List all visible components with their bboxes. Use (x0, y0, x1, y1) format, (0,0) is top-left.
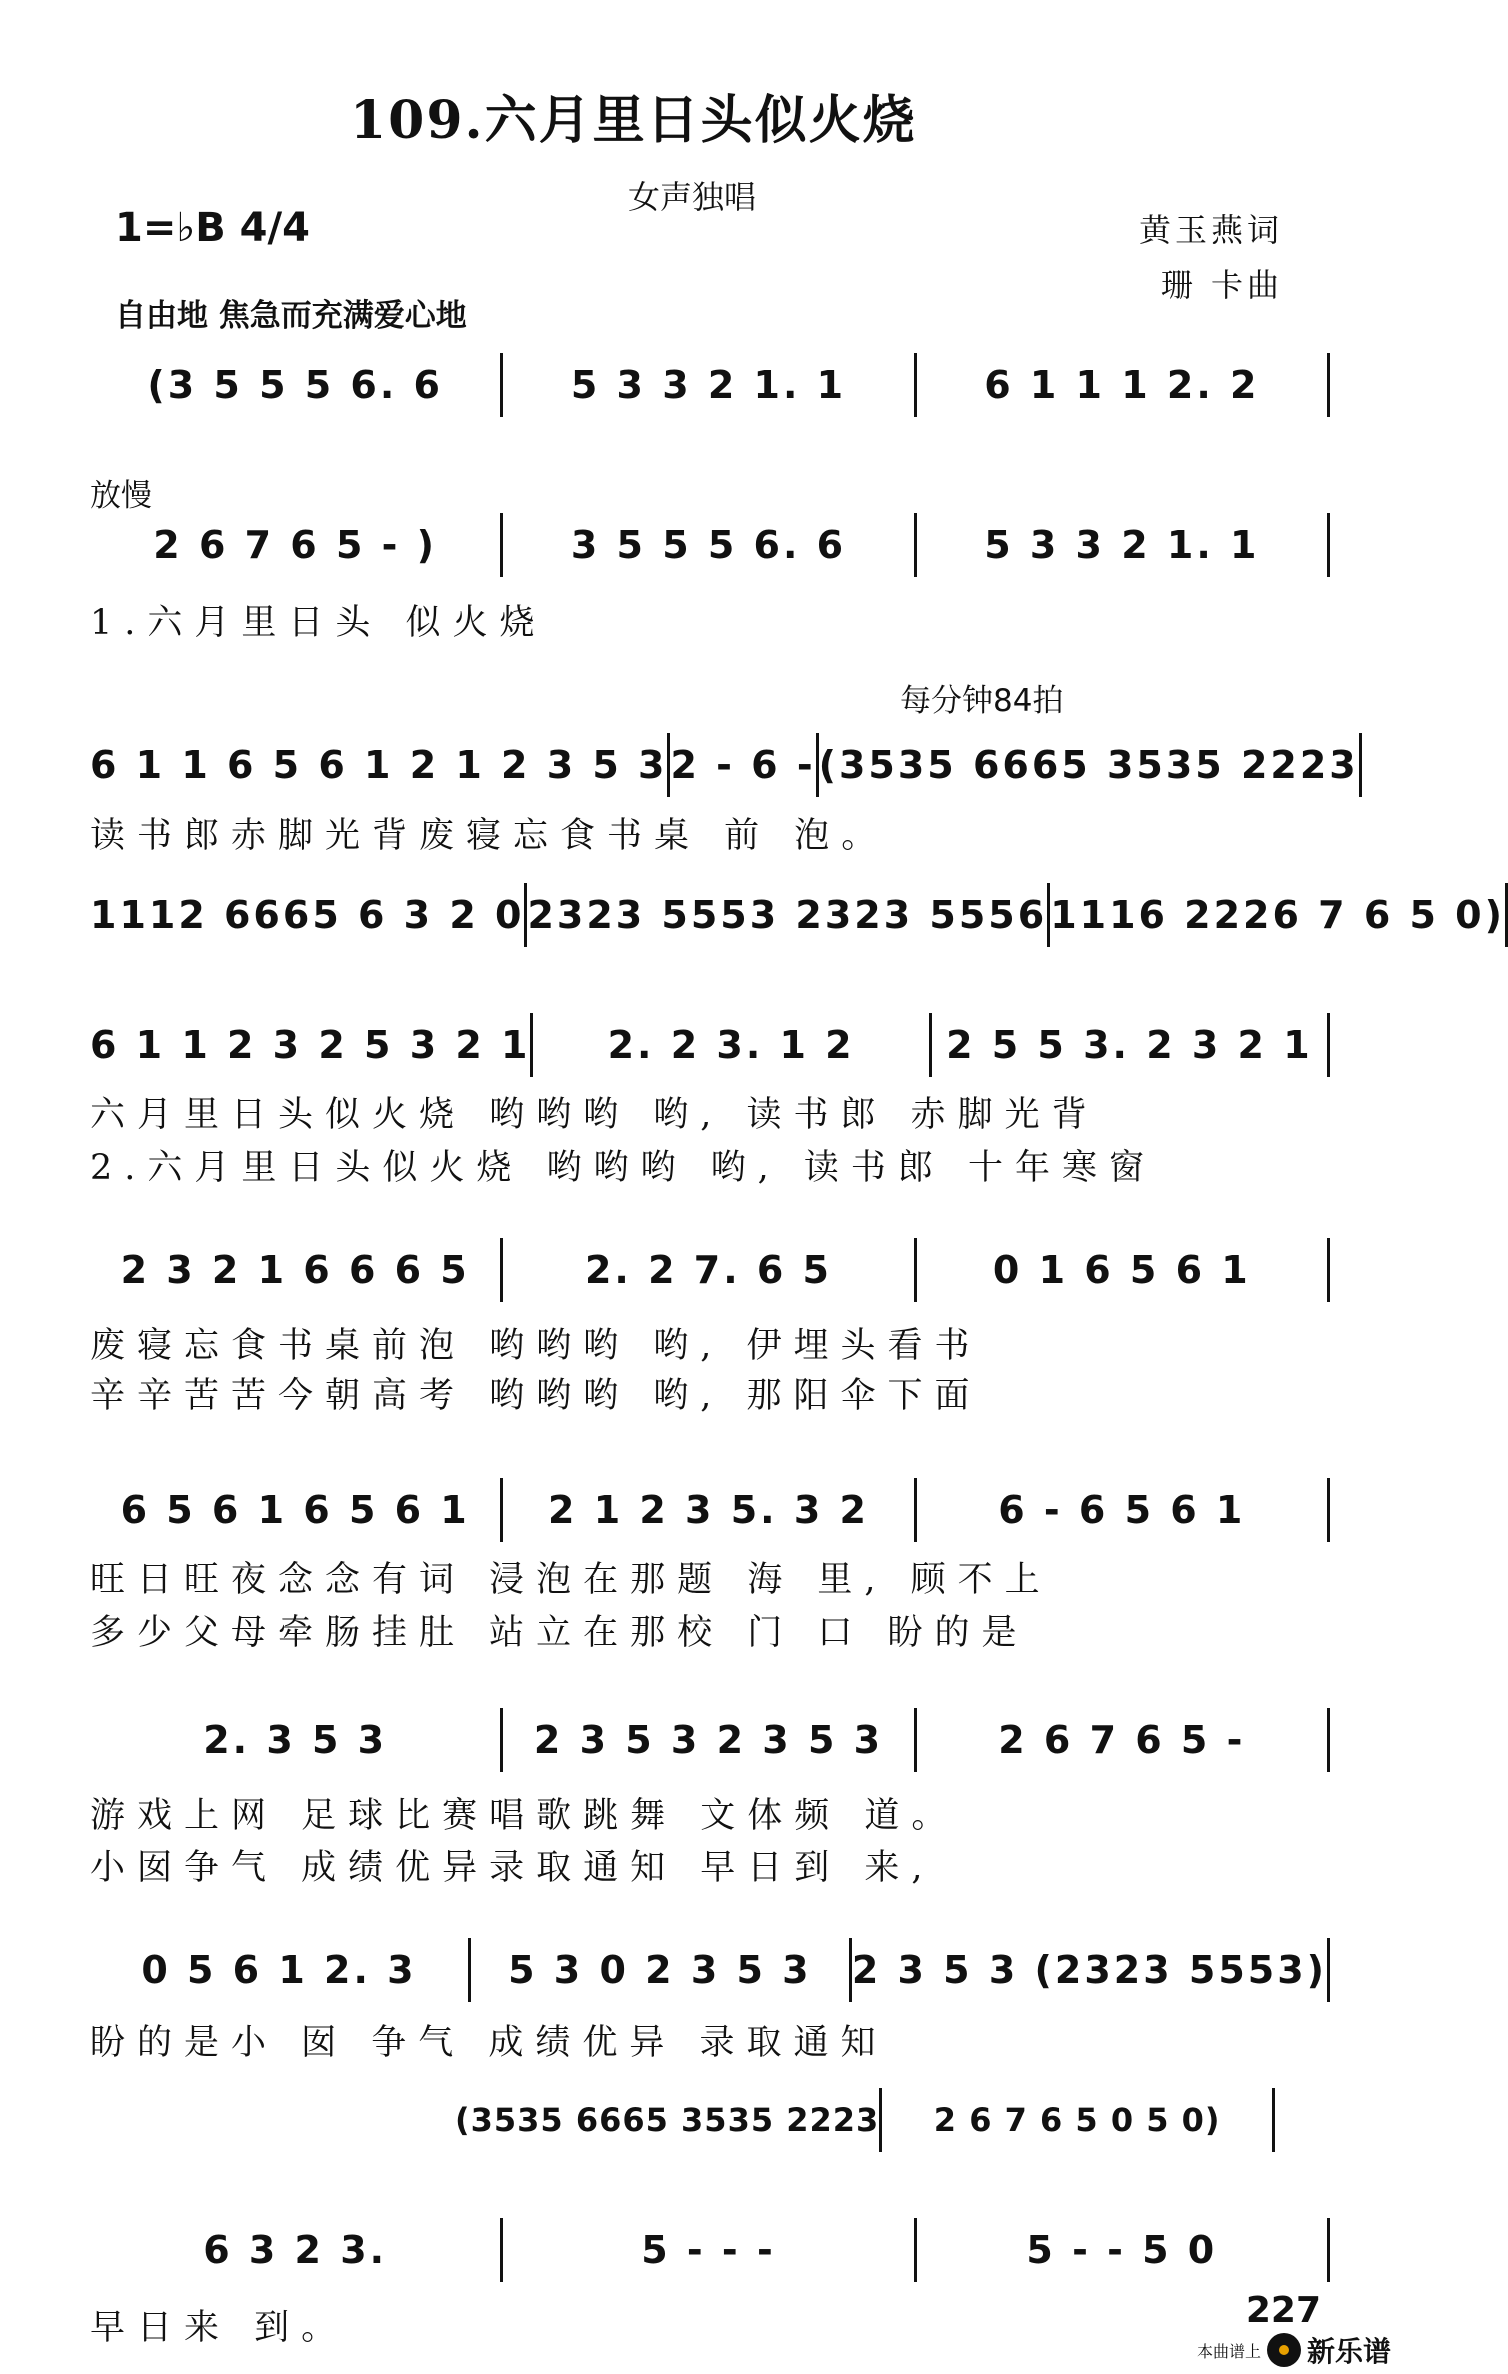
measure: 2 6 7 6 5 - ) (153, 523, 438, 567)
measure: 0 5 6 1 2. 3 (141, 1948, 417, 1992)
notation-system (90, 880, 1505, 950)
measure: 2323 5553 2323 5556 (527, 893, 1048, 937)
barline (1327, 1013, 1330, 1077)
notation-system (455, 2085, 1275, 2155)
page-title: 109.六月里日头似火烧 (350, 90, 917, 151)
lyric-line: 读书郎赤脚光背废寝忘食书桌 前 泡。 (90, 816, 889, 856)
bpm-marking: 每分钟84拍 (900, 683, 1064, 719)
measure: (3535 6665 3535 2223 (455, 2101, 880, 2139)
lyric-line: 游戏上网 足球比赛唱歌跳舞 文体频 道。 (90, 1796, 959, 1836)
measure: 2 5 5 3. 2 3 2 1 (946, 1023, 1313, 1067)
barline (1272, 2088, 1275, 2152)
measure: 5 3 3 2 1. 1 (984, 523, 1260, 567)
slow-marking: 放慢 (90, 478, 152, 514)
measure: 2 - 6 - (670, 743, 816, 787)
measure: 0 1 6 5 6 1 (992, 1248, 1251, 1292)
lyricist-credit: 黄玉燕词 (1138, 211, 1283, 249)
measure: 2 3 2 1 6 6 6 5 (120, 1248, 470, 1292)
notation-system (90, 1235, 1330, 1305)
lyric-line: 旺日旺夜念念有词 浸泡在那题 海 里, 顾不上 (90, 1560, 1052, 1600)
measure: (3535 6665 3535 2223 (818, 743, 1359, 787)
measure: 2. 3 5 3 (203, 1718, 388, 1762)
measure: 6 3 2 3. (203, 2228, 388, 2272)
measure: 5 3 0 2 3 5 3 (508, 1948, 812, 1992)
measure: 2 3 5 3 (2323 5553) (851, 1948, 1328, 1992)
measure: 1116 2226 7 6 5 0) (1050, 893, 1505, 937)
barline (1327, 2218, 1330, 2282)
lyric-line: 废寝忘食书桌前泡 哟哟哟 哟, 伊埋头看书 (90, 1326, 982, 1366)
notation-system (90, 730, 1359, 800)
measure: 1112 6665 6 3 2 0 (90, 893, 525, 937)
measure: 6 1 1 2 3 2 5 3 2 1 (90, 1023, 531, 1067)
measure: 2 1 2 3 5. 3 2 (548, 1488, 869, 1532)
logo-brand: 新乐谱 (1306, 2335, 1391, 2368)
lyric-line: 小囡争气 成绩优异录取通知 早日到 来, (90, 1848, 935, 1888)
notation-system (90, 510, 1330, 580)
lyric-line: 盼的是小 囡 争气 成绩优异 录取通知 (90, 2023, 888, 2063)
measure: 5 - - 5 0 (1026, 2228, 1218, 2272)
logo-caption: 本曲谱上 (1196, 2341, 1261, 2361)
measure: 2. 2 7. 6 5 (584, 1248, 832, 1292)
key-signature: 1=♭B 4/4 (115, 205, 310, 251)
notation-system (90, 1705, 1330, 1775)
page-number: 227 (1245, 2290, 1321, 2331)
measure: 3 5 5 5 6. 6 (570, 523, 847, 567)
notation-system (90, 2215, 1330, 2285)
barline (1327, 1478, 1330, 1542)
notation-system (90, 1935, 1330, 2005)
measure: 2 6 7 6 5 - (998, 1718, 1246, 1762)
lyric-line: 多少父母牵肠挂肚 站立在那校 门 口 盼的是 (90, 1613, 1029, 1653)
barline (1359, 733, 1362, 797)
measure: 6 1 1 6 5 6 1 2 1 2 3 5 3 (90, 743, 668, 787)
lyric-line: 早日来 到。 (90, 2308, 349, 2348)
measure: 5 - - - (641, 2228, 776, 2272)
barline (1327, 1938, 1330, 2002)
measure: 6 5 6 1 6 5 6 1 (120, 1488, 470, 1532)
notation-system (90, 1010, 1330, 1080)
disc-icon (1267, 2333, 1301, 2367)
measure: 5 3 3 2 1. 1 (570, 363, 847, 407)
tempo-marking: 自由地 焦急而充满爱心地 (115, 298, 467, 334)
barline (1327, 353, 1330, 417)
composer-credit: 珊 卡曲 (1160, 266, 1283, 304)
measure: 2 3 5 3 2 3 5 3 (533, 1718, 884, 1762)
barline (1327, 513, 1330, 577)
barline (1327, 1708, 1330, 1772)
measure: 2 6 7 6 5 0 5 0) (933, 2101, 1221, 2139)
lyric-line: 六月里日头似火烧 哟哟哟 哟, 读书郎 赤脚光背 (90, 1095, 1099, 1135)
lyric-line: 2.六月里日头似火烧 哟哟哟 哟, 读书郎 十年寒窗 (90, 1148, 1157, 1188)
measure: 6 - 6 5 6 1 (998, 1488, 1246, 1532)
measure: (3 5 5 5 6. 6 (147, 363, 443, 407)
notation-system (90, 350, 1330, 420)
measure: 2. 2 3. 1 2 (607, 1023, 855, 1067)
lyric-line: 辛辛苦苦今朝高考 哟哟哟 哟, 那阳伞下面 (90, 1376, 982, 1416)
measure: 6 1 1 1 2. 2 (984, 363, 1260, 407)
watermark-logo (1197, 2330, 1391, 2370)
lyric-line: 1.六月里日头 似火烧 (90, 603, 547, 643)
subtitle: 女声独唱 (628, 178, 757, 216)
barline (1327, 1238, 1330, 1302)
notation-system (90, 1475, 1330, 1545)
